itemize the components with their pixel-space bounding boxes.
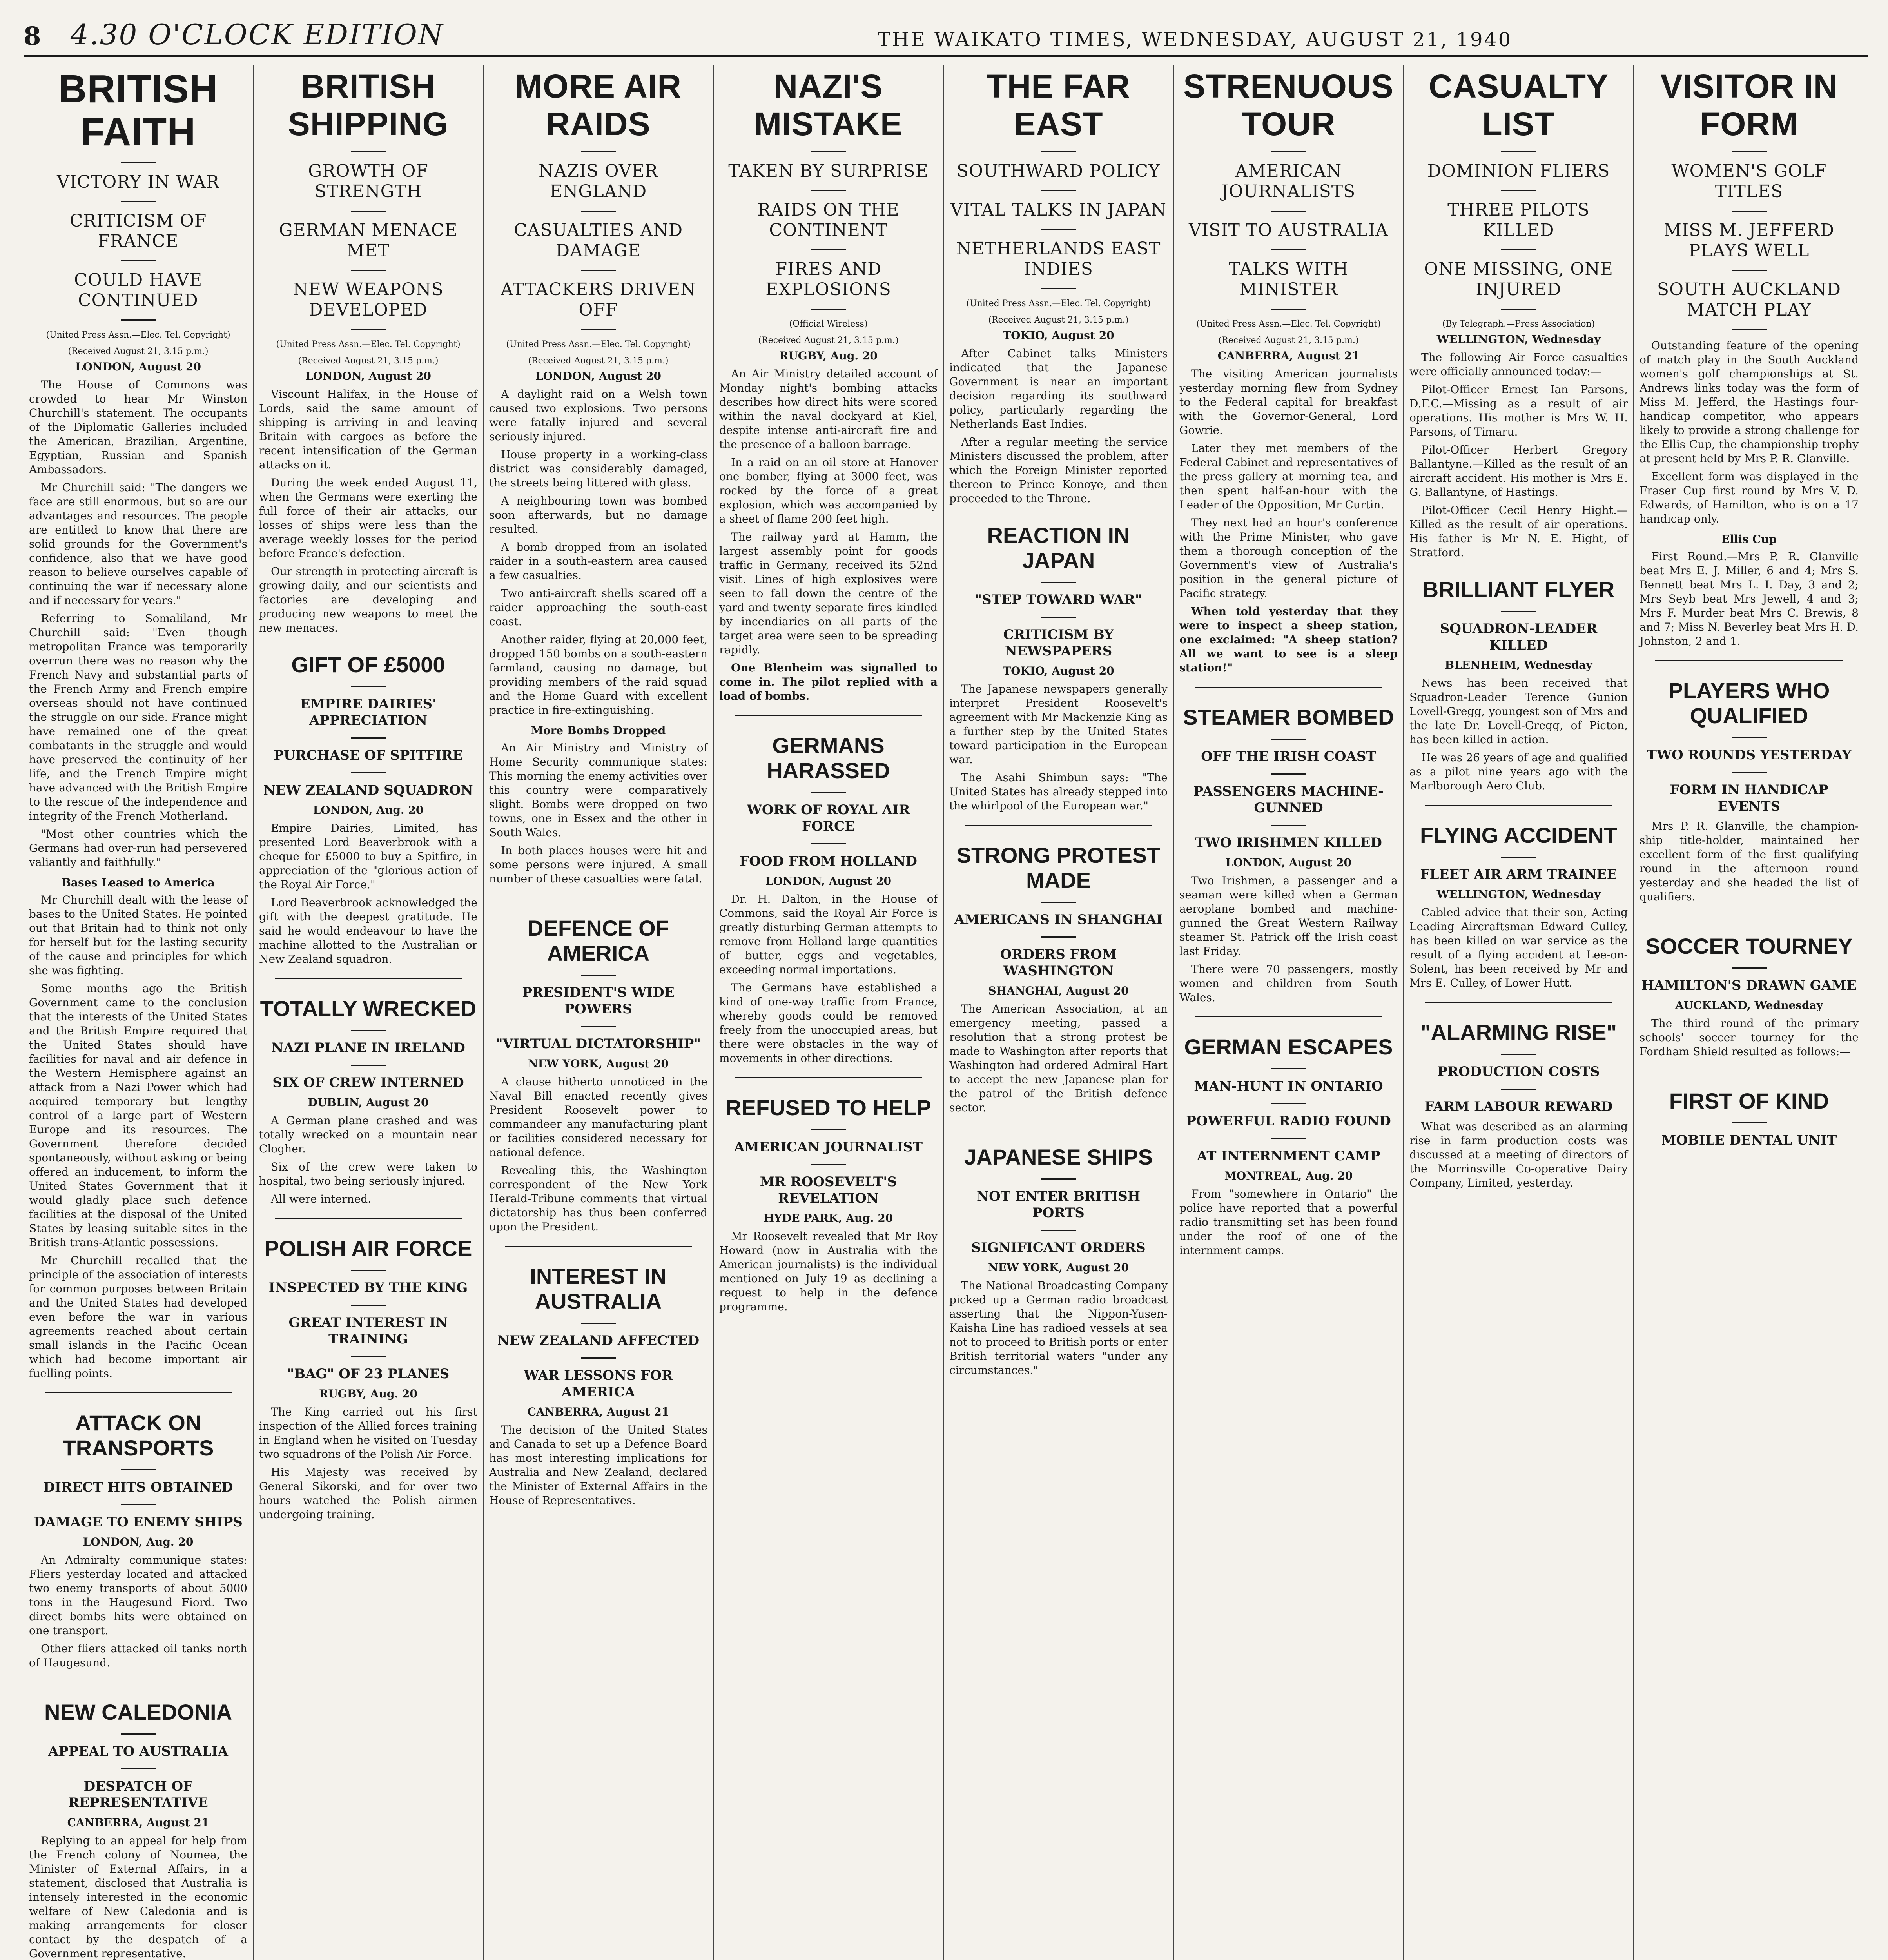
divider-rule (581, 329, 616, 330)
paragraph: A German plane crashed and was totally wrecked on a mountain near Clogher. (259, 1114, 477, 1155)
divider-rule (1041, 1230, 1076, 1231)
divider-rule (1271, 739, 1306, 740)
paragraph: During the week ended August 11, when the Germans were exerting the full force of their air attacks, our losses of ships were less than the average weekly losses for the period before France's defection. (259, 476, 477, 560)
paragraph: In a raid on an oil store at Hanover one bomber, flying at 3000 feet, was rocked by the force of a great explosion, which was accompanied by a sheet of flame 200 feet high. (719, 456, 938, 525)
divider-rule (1501, 1054, 1536, 1055)
divider-rule (1271, 825, 1306, 826)
subheading: Ellis Cup (1721, 533, 1777, 546)
divider-rule (811, 843, 846, 844)
paragraph: Mr Churchill dealt with the lease of bases to the United States. He pointed out that Britain had to think not only for herself but for the lasting security of the cause and principles for which she was fighting. (29, 893, 247, 977)
story-headline: FIRST OF KIND (1669, 1089, 1829, 1113)
paragraph: Replying to an appeal for help from the French colony of Noumea, the Minister of External Affairs, in a statement, disclosed that Australia is intensely interested in the economic welfare of New Caledonia and is making arrangements for closer contact by the despatch of a Government representative. (29, 1834, 247, 1960)
story-headline: STRONG PROTEST MADE (956, 843, 1161, 893)
paragraph: Lord Beaverbrook acknowledged the gift with the deepest gratitude. He said he would endeavour to have the machine allotted to the Australian or New Zealand squadron. (259, 896, 477, 965)
paragraph: Another raider, flying at 20,000 feet, dropped 150 bombs on a south-eastern farmland, causing no damage, but providing members of the raid squad and the Home Guard with excellent practice in fire-extinguishing. (489, 633, 707, 717)
paragraph: The Japanese newspapers generally interpret President Roosevelt's agreement with Mr Mackenzie King as a further step by the United States toward participation in the European war. (949, 682, 1168, 766)
deck: NEW ZEALAND SQUADRON (263, 782, 473, 798)
headline: MORE AIR RAIDS (515, 68, 682, 142)
dateline: HYDE PARK, Aug. 20 (764, 1212, 893, 1225)
deck: POWERFUL RADIO FOUND (1186, 1113, 1391, 1129)
dateline: LONDON, August 20 (1225, 856, 1352, 869)
story-divider (735, 715, 922, 716)
deck: VISIT TO AUSTRALIA (1188, 220, 1389, 240)
column-1 (24, 65, 254, 1960)
divider-rule (1271, 1138, 1306, 1139)
deck: GROWTH OF STRENGTH (308, 161, 428, 201)
paragraph: An Air Ministry detailed account of Monday night's bombing attacks describes how direct hits were scored within the naval dockyard at Kiel, despite intense anti-aircraft fire and the presence of a balloon barrage. (719, 367, 938, 451)
divider-rule (811, 151, 846, 152)
dateline: MONTREAL, Aug. 20 (1224, 1169, 1353, 1182)
story-headline: TOTALLY WRECKED (260, 996, 477, 1021)
divider-rule (1041, 582, 1076, 583)
divider-rule (1732, 211, 1767, 212)
deck: NETHERLANDS EAST INDIES (956, 239, 1161, 279)
paragraph: Later they met members of the Federal Cabinet and representatives of the press gallery at morning tea, and then spent half-an-hour with the Leader of the Opposition, Mr Curtin. (1179, 442, 1398, 511)
dateline: TOKIO, August 20 (1003, 664, 1114, 677)
paragraph: Pilot-Officer Ernest Ian Parsons, D.F.C.—Missing as a result of air operations. His mother is Mrs W. H. Parsons, of Timaru. (1409, 383, 1628, 438)
paragraph: The Germans have established a kind of one-way traffic from France, whereby goods could be removed freely from the unoccupied areas, but there were obstacles in the way of movements in other directions. (719, 981, 938, 1065)
wire-credit: (United Press Assn.—Elec. Tel. Copyright) (276, 339, 461, 349)
divider-rule (121, 1768, 156, 1769)
divider-rule (351, 686, 386, 687)
subheading: GIFT OF £5000 (291, 652, 445, 677)
deck: MAN-HUNT IN ONTARIO (1194, 1078, 1383, 1094)
dateline: DUBLIN, August 20 (308, 1096, 429, 1109)
deck: RAIDS ON THE CONTINENT (757, 200, 900, 240)
deck: EMPIRE DAIRIES' APPRECIATION (300, 696, 437, 728)
deck: NAZIS OVER ENGLAND (539, 161, 658, 201)
paragraph: Revealing this, the Washington correspondent of the New York Herald-Tribune comments that virtual dictatorship has thus been conferred upon the President. (489, 1164, 707, 1233)
divider-rule (811, 190, 846, 191)
paragraph: Two anti-aircraft shells scared off a raider approaching the south-east coast. (489, 587, 707, 628)
dateline: LONDON, Aug. 20 (313, 804, 424, 817)
divider-rule (1271, 309, 1306, 310)
divider-rule (351, 772, 386, 773)
story-headline: NEW CALEDONIA (44, 1700, 232, 1724)
dateline: NEW YORK, August 20 (528, 1057, 669, 1070)
story-divider (1425, 1002, 1612, 1003)
paragraph: The King carried out his first inspection of the Allied forces training in England when he visited on Tuesday two squadrons of the Polish Air Force. (259, 1405, 477, 1461)
dateline: LONDON, August 20 (75, 360, 201, 373)
story-headline: FLYING ACCIDENT (1420, 823, 1617, 848)
received-line: (Received August 21, 3.15 p.m.) (988, 315, 1129, 325)
divider-rule (1041, 1178, 1076, 1180)
deck: OFF THE IRISH COAST (1201, 749, 1376, 764)
paragraph: "Most other countries which the Germans had over-run had persevered valiantly and faithfully." (29, 828, 247, 869)
dateline: RUGBY, Aug. 20 (779, 349, 878, 362)
deck: DIRECT HITS OBTAINED (43, 1479, 233, 1495)
paragraph: Outstanding feature of the opening of match play in the South Auckland women's golf championships at St. Andrews links today was the form of Miss M. Jefferd, the Hastings four-handicap competitor, who appears likely to provide a strong challenge for the Ellis Cup, the championship trophy at present held by Mrs P. R. Glanville. (1640, 339, 1859, 465)
dateline: CANBERRA, August 21 (67, 1816, 209, 1829)
paragraph: Viscount Halifax, in the House of Lords, said the same amount of shipping is arriving in and leaving Britain with cargoes as before the recent intensification of the German attacks on it. (259, 388, 477, 471)
deck: COULD HAVE CONTINUED (74, 270, 203, 310)
story-headline: SOCCER TOURNEY (1645, 934, 1853, 958)
story-headline: INTEREST IN AUSTRALIA (530, 1264, 667, 1314)
deck: NEW WEAPONS DEVELOPED (293, 279, 444, 320)
paragraph: A neighbouring town was bombed soon afterwards, but no damage resulted. (489, 494, 707, 535)
divider-rule (351, 1030, 386, 1031)
deck: SIX OF CREW INTERNED (272, 1075, 464, 1091)
dateline: NEW YORK, August 20 (988, 1261, 1129, 1274)
deck: PASSENGERS MACHINE-GUNNED (1193, 784, 1384, 816)
deck: HAMILTON'S DRAWN GAME (1641, 978, 1857, 993)
divider-rule (1732, 329, 1767, 330)
paragraph: His Majesty was received by General Sikorski, and for over two hours watched the Polish airmen undergoing training. (259, 1466, 477, 1521)
subheading: BRILLIANT FLYER (1422, 577, 1615, 602)
dateline: CANBERRA, August 21 (527, 1405, 669, 1418)
paragraph: Other fliers attacked oil tanks north of Haugesund. (29, 1642, 247, 1669)
story-headline: JAPANESE SHIPS (964, 1145, 1153, 1169)
story-headline: PLAYERS WHO QUALIFIED (1668, 678, 1830, 728)
divider-rule (1041, 902, 1076, 903)
headline: THE FAR EAST (987, 68, 1130, 142)
column-7 (1404, 65, 1634, 1960)
edition-label: 4.30 O'CLOCK EDITION (71, 18, 444, 51)
divider-rule (581, 1323, 616, 1324)
divider-rule (1501, 1089, 1536, 1090)
deck: AT INTERNMENT CAMP (1197, 1148, 1380, 1164)
divider-rule (1041, 190, 1076, 191)
divider-rule (581, 270, 616, 271)
subheading: One Blenheim was signalled to come in. The pilot replied with a load of bombs. (719, 661, 938, 702)
deck: INSPECTED BY THE KING (268, 1280, 468, 1296)
paragraph: An Admiralty communique states: Fliers yesterday located and attacked two enemy transports of about 5000 tons in the Haugesund Fiord. Two direct bombs hits were obtained on one transport. (29, 1553, 247, 1637)
deck: TWO ROUNDS YESTERDAY (1647, 747, 1852, 763)
paragraph: In both places houses were hit and some persons were injured. A small number of these casualties were fatal. (489, 844, 707, 885)
divider-rule (351, 1305, 386, 1306)
received-line: (Received August 21, 3.15 p.m.) (68, 347, 209, 356)
dateline: LONDON, August 20 (765, 875, 892, 887)
headline: CASUALTY LIST (1428, 68, 1609, 142)
column-5 (944, 65, 1174, 1960)
divider-rule (121, 319, 156, 321)
divider-rule (811, 792, 846, 793)
deck: DESPATCH OF REPRESENTATIVE (68, 1779, 208, 1811)
deck: SIGNIFICANT ORDERS (971, 1240, 1146, 1256)
deck: MISS M. JEFFERD PLAYS WELL (1663, 220, 1835, 261)
paragraph: Some months ago the British Government came to the conclusion that the interests of the United States and the British Empire required that the United States should have facilities for naval and air defence in the Western Hemisphere against an attack from a Nazi Power which had acquired temporary but lengthy control of a large part of Western Europe and its resources. The Government therefore decided spontaneously, without asking or being offered an inducement, to inform the United States Government that it would gladly place such defence facilities at the disposal of the United States by leasing suitable sites in the British trans-Atlantic possessions. (29, 982, 247, 1249)
story-headline: REFUSED TO HELP (725, 1095, 931, 1120)
paragraph: Mrs P. R. Glanville, the champion-ship title-holder, maintained her excellent form of the first qualifying round in the afternoon round yesterday and she headed the list of qualifiers. (1640, 820, 1859, 903)
divider-rule (1732, 967, 1767, 969)
dateline: TOKIO, August 20 (1003, 329, 1114, 342)
paragraph: What was described as an alarming rise in farm production costs was discussed at a meeting of directors of the Morrinsville Co-operative Dairy Company, Limited, yesterday. (1409, 1120, 1628, 1189)
divider-rule (351, 211, 386, 212)
deck: PRODUCTION COSTS (1437, 1064, 1600, 1080)
deck: TAKEN BY SURPRISE (728, 161, 929, 181)
story-divider (1195, 1016, 1382, 1017)
deck: SQUADRON-LEADER KILLED (1440, 621, 1598, 653)
paragraph: Pilot-Officer Cecil Henry Hight.—Killed as the result of air operations. His father is Mr N. E. Hight, of Stratford. (1409, 504, 1628, 559)
divider-rule (1271, 249, 1306, 250)
divider-rule (1732, 772, 1767, 773)
column-8 (1634, 65, 1864, 1960)
headline: BRITISH SHIPPING (288, 68, 449, 142)
paragraph: Excellent form was displayed in the Fraser Cup first round by Mrs V. D. Edwards, of Hamilton, who is on a 17 handicap only. (1640, 470, 1859, 525)
column-4 (714, 65, 944, 1960)
deck: WORK OF ROYAL AIR FORCE (747, 802, 910, 834)
headline: NAZI'S MISTAKE (754, 68, 903, 142)
divider-rule (351, 329, 386, 330)
divider-rule (351, 1270, 386, 1271)
headline: VISITOR IN FORM (1660, 68, 1838, 142)
divider-rule (351, 1065, 386, 1066)
dateline: LONDON, August 20 (535, 370, 662, 383)
paragraph: A bomb dropped from an isolated raider in a south-eastern area caused a few casualties. (489, 541, 707, 582)
divider-rule (121, 1733, 156, 1735)
dateline: LONDON, Aug. 20 (83, 1535, 194, 1548)
dateline: SHANGHAI, August 20 (988, 984, 1129, 997)
divider-rule (351, 1356, 386, 1357)
divider-rule (1501, 309, 1536, 310)
paper-title: THE WAIKATO TIMES, WEDNESDAY, AUGUST 21, 1940 (877, 28, 1513, 51)
headline: BRITISH FAITH (58, 67, 218, 154)
divider-rule (581, 211, 616, 212)
story-headline: DEFENCE OF AMERICA (528, 916, 669, 965)
subheading: More Bombs Dropped (531, 724, 666, 737)
deck: GREAT INTEREST IN TRAINING (288, 1315, 448, 1347)
wire-credit: (By Telegraph.—Press Association) (1442, 319, 1595, 329)
deck: AMERICAN JOURNALIST (734, 1139, 923, 1155)
paragraph: They next had an hour's conference with the Prime Minister, who gave them a thorough conception of the Government's view of Australia's position in the general picture of Pacific strategy. (1179, 516, 1398, 600)
paragraph: Empire Dairies, Limited, has presented Lord Beaverbrook with a cheque for £5000 to buy a Spitfire, in appreciation of the "glorious action of the Royal Air Force." (259, 822, 477, 891)
divider-rule (1501, 249, 1536, 250)
story-divider (275, 1218, 462, 1219)
story-divider (1655, 660, 1843, 661)
story-divider (965, 825, 1152, 826)
divider-rule (1501, 611, 1536, 612)
paragraph: First Round.—Mrs P. R. Glanville beat Mrs E. J. Miller, 6 and 4; Mrs S. Bennett beat Mrs L. I. Day, 3 and 2; Mrs Seyb beat Mrs Jewell, 4 and 3; Mrs F. Murder beat Mrs C. Brewis, 8 and 7; Miss N. Beverley beat Mrs H. D. Johnston, 2 and 1. (1640, 550, 1859, 648)
headline: STRENUOUS TOUR (1183, 68, 1394, 142)
subheading: Bases Leased to America (62, 876, 215, 889)
story-headline: ATTACK ON TRANSPORTS (62, 1410, 214, 1460)
deck: "BAG" OF 23 PLANES (287, 1366, 450, 1382)
divider-rule (1271, 1068, 1306, 1069)
deck: FOOD FROM HOLLAND (740, 853, 917, 869)
deck: WOMEN'S GOLF TITLES (1671, 161, 1827, 201)
deck: "STEP TOWARD WAR" (975, 592, 1142, 608)
divider-rule (121, 201, 156, 202)
paragraph: The third round of the primary schools' soccer tourney for the Fordham Shield resulted as follows:— (1640, 1017, 1859, 1058)
subheading: REACTION IN JAPAN (987, 523, 1130, 573)
paragraph: A clause hitherto unnoticed in the Naval Bill enacted recently gives President Roosevelt power to commandeer any manufacturing plant or facilities considered necessary for national defence. (489, 1075, 707, 1159)
divider-rule (1732, 1122, 1767, 1123)
deck: SOUTHWARD POLICY (956, 161, 1161, 181)
wire-credit: (United Press Assn.—Elec. Tel. Copyright) (1196, 319, 1381, 329)
deck: CASUALTIES AND DAMAGE (513, 220, 683, 261)
story-divider (1195, 687, 1382, 688)
page-number: 8 (24, 22, 41, 51)
story-headline: POLISH AIR FORCE (264, 1236, 472, 1261)
dateline: LONDON, August 20 (305, 370, 432, 383)
divider-rule (1732, 270, 1767, 271)
paragraph: Mr Roosevelt revealed that Mr Roy Howard (now in Australia with the American journalists) is the individual mentioned on July 19 as declining a request to help in the defence programme. (719, 1230, 938, 1313)
column-2 (254, 65, 484, 1960)
divider-rule (811, 249, 846, 250)
deck: FLEET AIR ARM TRAINEE (1420, 867, 1617, 882)
story-headline: "ALARMING RISE" (1420, 1020, 1617, 1045)
paragraph: The decision of the United States and Canada to set up a Defence Board has most interesting implications for Australia and New Zealand, declared the Minister of External Affairs in the House of Representatives. (489, 1423, 707, 1507)
divider-rule (1041, 288, 1076, 289)
divider-rule (581, 975, 616, 976)
wire-credit: (Official Wireless) (789, 319, 868, 329)
dateline: RUGBY, Aug. 20 (319, 1387, 417, 1400)
paragraph: From "somewhere in Ontario" the police have reported that a powerful radio transmitting set has been found under the roof of one of the internment camps. (1179, 1187, 1398, 1257)
paragraph: Six of the crew were taken to hospital, two being seriously injured. (259, 1160, 477, 1187)
received-line: (Received August 21, 3.15 p.m.) (1218, 336, 1359, 345)
paragraph: The National Broadcasting Company picked up a German radio broadcast asserting that the Nippon-Yusen-Kaisha Line has radioed vessels at sea not to proceed to British ports or enter British territorial waters "under any circumstances." (949, 1279, 1168, 1377)
deck: THREE PILOTS KILLED (1447, 200, 1590, 240)
deck: DOMINION FLIERS (1427, 161, 1610, 181)
deck: SOUTH AUCKLAND MATCH PLAY (1657, 279, 1841, 320)
paragraph: All were interned. (271, 1192, 372, 1205)
divider-rule (1501, 857, 1536, 858)
divider-rule (121, 1504, 156, 1505)
divider-rule (121, 260, 156, 261)
divider-rule (581, 1026, 616, 1027)
paragraph: Two Irishmen, a passenger and a seaman were killed when a German aeroplane bombed and machine-gunned the Great Western Railway steamer St. Patrick off the Irish coast last Friday. (1179, 874, 1398, 958)
divider-rule (1041, 936, 1076, 938)
divider-rule (1271, 773, 1306, 775)
divider-rule (351, 270, 386, 271)
paragraph: The Asahi Shimbun says: "The United States has already stepped into the whirlpool of the European war." (949, 771, 1168, 812)
deck: VITAL TALKS IN JAPAN (950, 200, 1167, 220)
deck: FARM LABOUR REWARD (1424, 1099, 1613, 1114)
divider-rule (811, 1164, 846, 1165)
paragraph: House property in a working-class district was considerably damaged, the streets being littered with glass. (489, 448, 707, 489)
paragraph: There were 70 passengers, mostly women and children from South Wales. (1179, 963, 1398, 1004)
column-6 (1174, 65, 1404, 1960)
subheading: When told yesterday that they were to inspect a sheep station, one exclaimed: "A sheep station? All we want to see is a sleep station!" (1179, 605, 1398, 674)
divider-rule (581, 1357, 616, 1359)
divider-rule (581, 151, 616, 152)
paragraph: Cabled advice that their son, Acting Leading Aircraftsman Edward Culley, has been killed on war service as the result of a flying accident at Lee-on-Solent, has been received by Mr and Mrs E. Culley, of Lower Hutt. (1409, 906, 1628, 989)
deck: NAZI PLANE IN IRELAND (271, 1040, 465, 1056)
divider-rule (121, 1469, 156, 1470)
received-line: (Received August 21, 3.15 p.m.) (528, 356, 669, 366)
deck: VICTORY IN WAR (57, 172, 219, 192)
paragraph: After Cabinet talks Ministers indicated that the Japanese Government is near an important decision regarding its southward policy, particularly regarding the Netherlands East Indies. (949, 347, 1168, 430)
wire-credit: (United Press Assn.—Elec. Tel. Copyright) (46, 330, 230, 340)
paragraph: News has been received that Squadron-Leader Terence Gunion Lovell-Gregg, youngest son of Mrs and the late Dr. Lovell-Gregg, of Picton, has been killed in action. (1409, 677, 1628, 746)
paragraph: The following Air Force casualties were officially announced today:— (1409, 351, 1628, 378)
divider-rule (1271, 211, 1306, 212)
divider-rule (1501, 151, 1536, 152)
deck: TALKS WITH MINISTER (1228, 259, 1349, 299)
deck: MOBILE DENTAL UNIT (1661, 1132, 1837, 1148)
masthead (24, 16, 1868, 57)
dateline: BLENHEIM, Wednesday (1445, 659, 1592, 671)
column-3 (484, 65, 714, 1960)
deck: NEW ZEALAND AFFECTED (497, 1333, 700, 1348)
deck: "VIRTUAL DICTATORSHIP" (495, 1036, 701, 1052)
paragraph: A daylight raid on a Welsh town caused two explosions. Two persons were fatally injured and several seriously injured. (489, 388, 707, 443)
deck: ONE MISSING, ONE INJURED (1424, 259, 1613, 299)
deck: CRITICISM BY NEWSPAPERS (1003, 627, 1114, 659)
columns (24, 65, 1868, 1960)
story-divider (275, 978, 462, 979)
received-line: (Received August 21, 3.15 p.m.) (758, 336, 899, 345)
story-headline: GERMANS HARASSED (767, 733, 890, 783)
divider-rule (811, 1129, 846, 1130)
divider-rule (351, 737, 386, 739)
divider-rule (1732, 151, 1767, 152)
paragraph: The House of Commons was crowded to hear Mr Winston Churchill's statement. The occupants of the Diplomatic Galleries included the American, Brazilian, Argentine, Egyptian, Russian and Spanish Ambassadors. (29, 378, 247, 476)
story-divider (735, 1077, 922, 1078)
dateline: WELLINGTON, Wednesday (1436, 888, 1601, 901)
deck: AMERICAN JOURNALISTS (1221, 161, 1356, 201)
story-headline: STEAMER BOMBED (1183, 705, 1394, 730)
deck: NOT ENTER BRITISH PORTS (977, 1189, 1140, 1221)
deck: AMERICANS IN SHANGHAI (954, 912, 1163, 927)
divider-rule (1041, 617, 1076, 618)
deck: MR ROOSEVELT'S REVELATION (760, 1174, 897, 1206)
deck: GERMAN MENACE MET (279, 220, 458, 261)
story-headline: GERMAN ESCAPES (1184, 1034, 1393, 1059)
received-line: (Received August 21, 3.15 p.m.) (298, 356, 439, 366)
deck: PURCHASE OF SPITFIRE (274, 748, 463, 763)
divider-rule (1271, 1103, 1306, 1104)
paragraph: Mr Churchill said: "The dangers we face are still enormous, but so are our advantages and resources. The people are entitled to know that there are solid grounds for the Government's confidence, also that we have good reason to believe ourselves capable of continuing the war if necessary alone and if necessary for years." (29, 481, 247, 607)
deck: PRESIDENT'S WIDE POWERS (522, 985, 675, 1017)
deck: TWO IRISHMEN KILLED (1195, 835, 1382, 851)
paragraph: Dr. H. Dalton, in the House of Commons, said the Royal Air Force is greatly disturbing German attempts to remove from Holland large quantities of butter, eggs and vegetables, exceeding normal importations. (719, 893, 938, 976)
paragraph: Referring to Somaliland, Mr Churchill said: "Even though metropolitan France was temporarily overrun there was no reason why the French Navy and substantial parts of the French Army and French empire overseas should not have continued the struggle on our side. France might have remained one of the great combatants in the struggle and would have preserved the continuity of her life, and the French Empire might have advanced with the British Empire to the rescue of the independence and integrity of the French Motherland. (29, 612, 247, 822)
deck: FORM IN HANDICAP EVENTS (1670, 782, 1828, 814)
divider-rule (351, 151, 386, 152)
deck: CRITICISM OF FRANCE (69, 211, 207, 251)
deck: APPEAL TO AUSTRALIA (48, 1744, 229, 1759)
deck: WAR LESSONS FOR AMERICA (524, 1368, 673, 1400)
deck: ORDERS FROM WASHINGTON (1000, 947, 1117, 979)
paragraph: The visiting American journalists yesterday morning flew from Sydney to the Federal capital for breakfast with the Governor-General, Lord Gowrie. (1179, 367, 1398, 437)
dateline: WELLINGTON, Wednesday (1436, 333, 1601, 346)
paragraph: The American Association, at an emergency meeting, passed a resolution that a strong protest be made to Washington after reports that Washington had ordered Admiral Hart to accept the new Japanese plan for the patrol of the British defence sector. (949, 1002, 1168, 1114)
story-divider (45, 1392, 232, 1393)
paragraph: After a regular meeting the service Ministers discussed the problem, after which the Foreign Minister reported thereon to Prince Konoye, and then proceeded to the Throne. (949, 436, 1168, 505)
paragraph: He was 26 years of age and qualified as a pilot nine years ago with the Marlborough Aero Club. (1409, 751, 1628, 792)
divider-rule (1271, 151, 1306, 152)
deck: FIRES AND EXPLOSIONS (765, 259, 891, 299)
divider-rule (121, 162, 156, 163)
paragraph: Pilot-Officer Herbert Gregory Ballantyne.—Killed as the result of an aircraft accident. His mother is Mrs E. G. Ballantyne, of Hastings. (1409, 443, 1628, 499)
paragraph: The railway yard at Hamm, the largest assembly point for goods traffic in Germany, received its 52nd visit. Lines of high explosives were seen to fall down the centre of the yard and twenty separate fires kindled by incendiaries on all parts of the target area were seen to be spreading rapidly. (719, 530, 938, 656)
divider-rule (1732, 737, 1767, 738)
story-divider (505, 1246, 692, 1247)
deck: ATTACKERS DRIVEN OFF (501, 279, 696, 320)
divider-rule (1501, 190, 1536, 191)
divider-rule (811, 309, 846, 310)
deck: DAMAGE TO ENEMY SHIPS (34, 1514, 243, 1530)
divider-rule (1041, 229, 1076, 230)
paragraph: An Air Ministry and Ministry of Home Security communique states: This morning the enemy activities over this country were comparatively slight. Bombs were dropped on two towns, one in Essex and the other in South Wales. (489, 741, 707, 839)
dateline: AUCKLAND, Wednesday (1675, 999, 1823, 1012)
story-divider (1425, 805, 1612, 806)
wire-credit: (United Press Assn.—Elec. Tel. Copyright) (506, 339, 691, 349)
paragraph: Our strength in protecting aircraft is growing daily, and our scientists and factories are developing and producing new weapons to meet the new menaces. (259, 565, 477, 634)
wire-credit: (United Press Assn.—Elec. Tel. Copyright) (966, 299, 1151, 309)
divider-rule (1041, 151, 1076, 152)
dateline: CANBERRA, August 21 (1217, 349, 1360, 362)
paragraph: Mr Churchill recalled that the principle of the association of interests for common purposes between Britain and the United States had developed even before the war in various agreements reached about certain small islands in the Pacific Ocean which had become important air fuelling points. (29, 1254, 247, 1380)
